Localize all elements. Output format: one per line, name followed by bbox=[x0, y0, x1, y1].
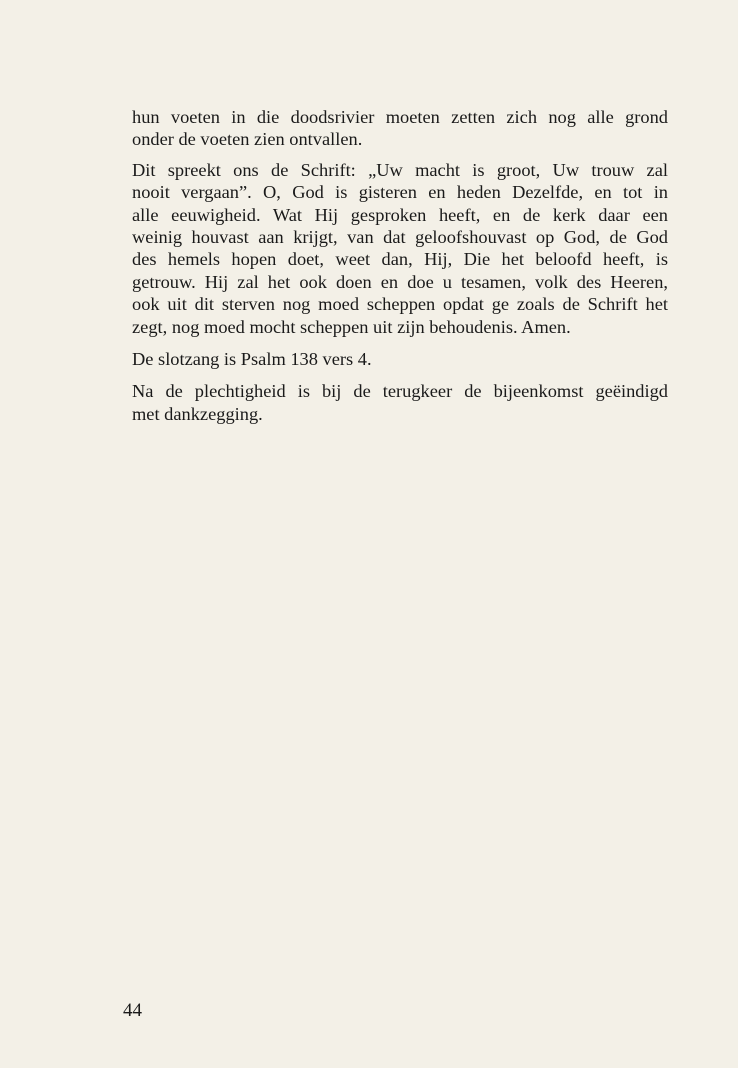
text-line: weinig houvast aan krijgt, van dat geloofshouvast op God, de God bbox=[132, 226, 668, 247]
text-line: Dit spreekt ons de Schrift: „Uw macht is groot, Uw trouw zal bbox=[132, 159, 668, 180]
text-line: zegt, nog moed mocht scheppen uit zijn behoudenis. Amen. bbox=[132, 316, 571, 337]
text-line: alle eeuwigheid. Wat Hij gesproken heeft, en de kerk daar een bbox=[132, 204, 668, 225]
paragraph-3 bbox=[132, 348, 668, 370]
text-line: onder de voeten zien ontvallen. bbox=[132, 129, 363, 150]
paragraph-spacing bbox=[132, 151, 668, 159]
text-line: nooit vergaan”. O, God is gisteren en heden Dezelfde, en tot in bbox=[132, 182, 668, 203]
paragraph-4 bbox=[132, 380, 668, 425]
text-line: De slotzang is Psalm 138 vers 4. bbox=[132, 348, 372, 369]
paragraph-1 bbox=[132, 106, 668, 151]
paragraph-spacing bbox=[132, 370, 668, 380]
paragraph-spacing bbox=[132, 338, 668, 348]
paragraph-2 bbox=[132, 159, 668, 338]
page-number: 44 bbox=[123, 1000, 142, 1021]
text-line: Na de plechtigheid is bij de terugkeer de bijeenkomst geëindigd bbox=[132, 381, 668, 402]
body-text bbox=[132, 106, 668, 425]
text-line: met dankzegging. bbox=[132, 403, 263, 424]
text-line: getrouw. Hij zal het ook doen en doe u tesamen, volk des Heeren, bbox=[132, 271, 668, 292]
text-line: des hemels hopen doet, weet dan, Hij, Die het beloofd heeft, is bbox=[132, 249, 668, 270]
text-line: hun voeten in die doodsrivier moeten zetten zich nog alle grond bbox=[132, 107, 668, 127]
text-line: ook uit dit sterven nog moed scheppen opdat ge zoals de Schrift het bbox=[132, 294, 668, 315]
